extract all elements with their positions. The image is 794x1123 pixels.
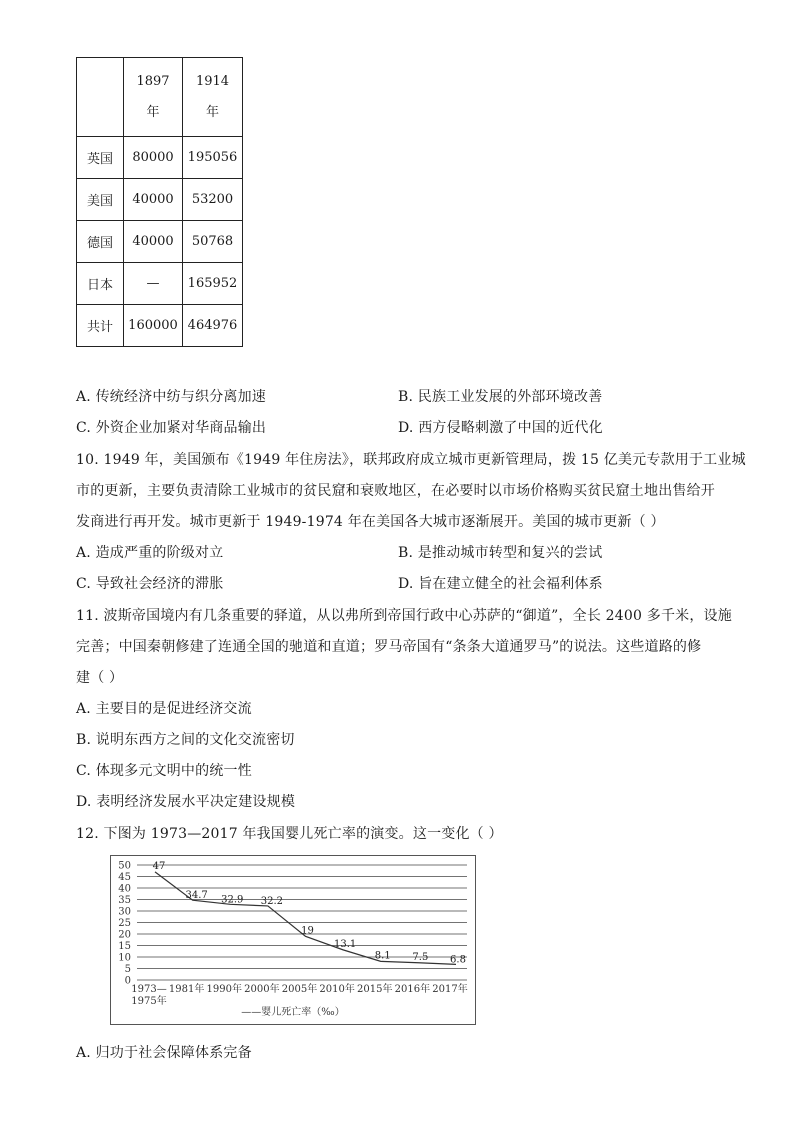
table-cell: 165952 (183, 263, 243, 305)
data-label: 47 (152, 860, 166, 872)
data-label: 34.7 (185, 890, 208, 902)
table-cell: 53200 (183, 179, 243, 221)
trade-table (76, 57, 243, 347)
table-header-cell-1897: 1897 年 (124, 58, 183, 137)
y-tick-label: 35 (118, 895, 131, 906)
table-cell: 英国 (77, 137, 124, 179)
x-tick-label: 1975年 (131, 996, 167, 1007)
table-cell: 50768 (183, 221, 243, 263)
q10-option-b: B. 是推动城市转型和复兴的尝试 (398, 545, 603, 561)
data-label: 8.1 (374, 950, 391, 962)
x-tick-label: 1973— (131, 984, 167, 995)
x-tick-label: 2005年 (281, 984, 318, 995)
q11-stem-line-2: 完善；中国秦朝修建了连通全国的驰道和直道；罗马帝国有“条条大道通罗马”的说法。这些道路的修 (76, 639, 702, 655)
table-cell: 日本 (77, 263, 124, 305)
y-tick-label: 45 (118, 872, 131, 883)
table-header-row (77, 58, 243, 137)
table-cell: 160000 (124, 305, 183, 347)
table-cell: 464976 (183, 305, 243, 347)
y-tick-label: 30 (118, 906, 131, 918)
infant-mortality-chart (110, 855, 476, 1025)
q9-option-b: B. 民族工业发展的外部环境改善 (398, 389, 603, 405)
chart-y-ticks (118, 861, 131, 987)
chart-legend: ——婴儿死亡率（‰） (241, 1007, 345, 1018)
x-tick-label: 2016年 (394, 984, 431, 995)
table-cell: 德国 (77, 221, 124, 263)
table-cell: 40000 (124, 221, 183, 263)
q10-option-c: C. 导致社会经济的滞胀 (76, 576, 224, 592)
x-tick-label: 1990年 (206, 984, 242, 995)
q10-option-a: A. 造成严重的阶级对立 (76, 545, 224, 561)
table-cell: — (124, 263, 183, 305)
table-cell: 80000 (124, 137, 183, 179)
chart-x-ticks (131, 982, 467, 1007)
data-label: 6.8 (450, 954, 466, 966)
q10-stem-line-1: 10. 1949 年，美国颁布《1949 年住房法》，联邦政府成立城市更新管理局，拨 15 亿美元专款用于工业城 (76, 452, 746, 468)
q10-stem-line-2: 市的更新，主要负责清除工业城市的贫民窟和衰败地区，在必要时以市场价格购买贫民窟土地出售给开 (76, 483, 715, 499)
table-header-cell-empty (77, 58, 124, 137)
x-tick-label: 2010年 (319, 984, 355, 995)
y-tick-label: 5 (124, 964, 131, 975)
q9-option-c: C. 外资企业加紧对华商品输出 (76, 420, 267, 436)
q11-stem-line-1: 11. 波斯帝国境内有几条重要的驿道，从以弗所到帝国行政中心苏萨的“御道”，全长 2400 多千米，设施 (76, 608, 732, 624)
q9-option-a: A. 传统经济中纺与织分离加速 (76, 389, 267, 405)
table-row (77, 179, 243, 221)
x-tick-label: 1981年 (168, 984, 205, 995)
data-label: 32.9 (221, 894, 244, 906)
q11-option-c: C. 体现多元文明中的统一性 (76, 763, 252, 779)
q10-stem-line-3: 发商进行再开发。城市更新于 1949-1974 年在美国各大城市逐渐展开。美国的城市更新（ ） (76, 514, 665, 530)
table-row (77, 263, 243, 305)
q12-option-a: A. 归功于社会保障体系完备 (76, 1045, 252, 1061)
data-label: 13.1 (333, 938, 357, 950)
q11-option-d: D. 表明经济发展水平决定建设规模 (76, 794, 296, 810)
data-label: 32.2 (260, 895, 284, 907)
y-tick-label: 50 (118, 860, 131, 872)
y-tick-label: 10 (118, 952, 131, 964)
q12-stem: 12. 下图为 1973—2017 年我国婴儿死亡率的演变。这一变化（ ） (76, 826, 503, 842)
series-line-infant-mortality (155, 872, 456, 964)
data-label: 7.5 (412, 951, 429, 963)
table-row (77, 305, 243, 347)
table-cell: 195056 (183, 137, 243, 179)
table-cell: 40000 (124, 179, 183, 221)
y-tick-label: 15 (118, 941, 131, 952)
x-tick-label: 2017年 (432, 984, 468, 995)
x-tick-label: 2000年 (244, 984, 280, 995)
y-tick-label: 25 (118, 918, 131, 929)
y-tick-label: 0 (124, 975, 131, 987)
table-row (77, 137, 243, 179)
table-cell: 共计 (77, 305, 124, 347)
q10-option-d: D. 旨在建立健全的社会福利体系 (398, 576, 603, 592)
x-tick-label: 2015年 (357, 984, 393, 995)
q9-option-d: D. 西方侵略刺激了中国的近代化 (398, 420, 603, 436)
y-tick-label: 40 (118, 883, 131, 895)
data-label: 19 (301, 925, 314, 937)
q11-stem-line-3: 建（ ） (76, 670, 124, 686)
q11-option-a: A. 主要目的是促进经济交流 (76, 701, 252, 717)
table-header-cell-1914: 1914 年 (183, 58, 243, 137)
q11-option-b: B. 说明东西方之间的文化交流密切 (76, 732, 295, 748)
table-cell: 美国 (77, 179, 124, 221)
chart-svg (111, 856, 475, 1024)
y-tick-label: 20 (118, 929, 131, 941)
table-row (77, 221, 243, 263)
